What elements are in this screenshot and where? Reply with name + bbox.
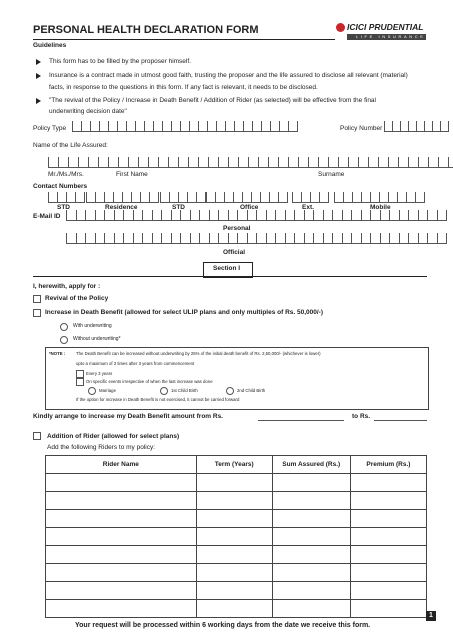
std-office-field[interactable] — [160, 192, 206, 203]
term-cell[interactable] — [196, 492, 272, 510]
guideline-3-cont: underwriting decision date" — [49, 108, 127, 115]
life-assured-label: Name of the Life Assured: — [33, 142, 108, 149]
add-following-label: Add the following Riders to my policy: — [47, 444, 156, 451]
email-official-field[interactable] — [66, 233, 447, 244]
mobile-field[interactable] — [334, 192, 425, 203]
second-child-radio[interactable] — [226, 387, 234, 395]
footer-text: Your request will be processed within 6 working days from the date we receive this form. — [75, 622, 371, 629]
logo-text: ICICI PRUDENTIAL — [347, 22, 424, 32]
first-name-label: First Name — [116, 171, 148, 178]
logo-tagline: LIFE INSURANCE — [356, 34, 426, 39]
premium-header: Premium (Rs.) — [350, 456, 426, 474]
rider-name-header: Rider Name — [46, 456, 197, 474]
sum-assured-cell[interactable] — [272, 600, 350, 618]
sum-assured-cell[interactable] — [272, 528, 350, 546]
rider-name-cell[interactable] — [46, 528, 197, 546]
company-logo — [336, 20, 426, 42]
rider-table-row — [46, 600, 427, 618]
bullet-icon — [36, 59, 41, 65]
premium-cell[interactable] — [350, 528, 426, 546]
rider-table-row — [46, 528, 427, 546]
rider-name-cell[interactable] — [46, 492, 197, 510]
term-cell[interactable] — [196, 564, 272, 582]
logo-mark-icon — [336, 23, 345, 32]
term-cell[interactable] — [196, 582, 272, 600]
sum-assured-cell[interactable] — [272, 582, 350, 600]
ext-field[interactable] — [292, 192, 329, 203]
policy-number-field[interactable] — [384, 121, 449, 132]
sum-assured-cell[interactable] — [272, 510, 350, 528]
bullet-icon — [36, 98, 41, 104]
term-cell[interactable] — [196, 600, 272, 618]
office-label: Office — [240, 204, 259, 211]
rider-table-row — [46, 564, 427, 582]
rider-table-header — [46, 456, 427, 474]
life-assured-name-field[interactable] — [48, 157, 453, 168]
surname-label: Surname — [318, 171, 345, 178]
term-header: Term (Years) — [196, 456, 272, 474]
addition-rider-checkbox[interactable] — [33, 432, 41, 440]
note-label: *NOTE : — [49, 351, 66, 356]
policy-number-label: Policy Number — [340, 125, 383, 132]
residence-field[interactable] — [86, 192, 159, 203]
premium-cell[interactable] — [350, 492, 426, 510]
std-label-2: STD — [172, 204, 185, 211]
official-label: Official — [223, 249, 246, 256]
section-1-rule — [33, 276, 427, 277]
mobile-label: Mobile — [370, 204, 391, 211]
without-underwriting-label: Without underwriting* — [73, 336, 121, 342]
section-1-label: Section I — [213, 265, 241, 272]
to-amount-field[interactable] — [374, 420, 427, 421]
sum-assured-cell[interactable] — [272, 564, 350, 582]
guideline-2: Insurance is a contract made in utmost good faith, trusting the proposer and the life assured to disclose all relevant (material) — [49, 72, 408, 79]
second-child-label: 2nd Child Birth — [237, 388, 266, 393]
policy-type-field[interactable] — [72, 121, 298, 132]
every-3-years-label: Every 3 years — [86, 371, 113, 376]
first-child-radio[interactable] — [160, 387, 168, 395]
policy-type-label: Policy Type — [33, 125, 67, 132]
header-rule — [33, 39, 335, 40]
without-underwriting-radio[interactable] — [60, 336, 68, 344]
guideline-1: This form has to be filled by the proposer himself. — [49, 58, 191, 65]
guidelines-heading: Guidelines — [33, 42, 67, 49]
premium-cell[interactable] — [350, 564, 426, 582]
rider-table-row — [46, 582, 427, 600]
residence-label: Residence — [105, 204, 138, 211]
term-cell[interactable] — [196, 474, 272, 492]
title-label: Mr./Ms./Mrs. — [48, 171, 84, 178]
premium-cell[interactable] — [350, 600, 426, 618]
rider-table-row — [46, 546, 427, 564]
sum-assured-cell[interactable] — [272, 546, 350, 564]
personal-label: Personal — [223, 225, 251, 232]
rider-table — [45, 455, 427, 618]
term-cell[interactable] — [196, 546, 272, 564]
marriage-radio[interactable] — [88, 387, 96, 395]
guideline-3: "The revival of the Policy / Increase in Death Benefit / Addition of Rider (as selected) will be effective from the final — [49, 97, 376, 104]
ext-label: Ext. — [302, 204, 314, 211]
rider-name-cell[interactable] — [46, 564, 197, 582]
premium-cell[interactable] — [350, 546, 426, 564]
std-label-1: STD — [57, 204, 70, 211]
email-label: E-Mail ID — [33, 213, 61, 220]
sum-assured-cell[interactable] — [272, 474, 350, 492]
with-underwriting-label: With underwriting — [73, 323, 112, 329]
rider-name-cell[interactable] — [46, 474, 197, 492]
rider-name-cell[interactable] — [46, 546, 197, 564]
note-line-1: The Death Benefit can be increased without underwriting by 25% of the initial death benefit of Rs. 2,50,000/- (whichever is lower) — [76, 351, 321, 356]
rider-table-row — [46, 510, 427, 528]
premium-cell[interactable] — [350, 510, 426, 528]
revival-label: Revival of the Policy — [45, 295, 109, 302]
every-3-years-checkbox[interactable] — [76, 370, 84, 378]
from-amount-field[interactable] — [258, 420, 344, 421]
rider-table-row — [46, 492, 427, 510]
first-child-label: 1st Child Birth — [171, 388, 198, 393]
premium-cell[interactable] — [350, 474, 426, 492]
std-residence-field[interactable] — [48, 192, 85, 203]
form-title: PERSONAL HEALTH DECLARATION FORM — [33, 24, 259, 36]
rider-name-cell[interactable] — [46, 510, 197, 528]
office-field[interactable] — [206, 192, 288, 203]
contact-numbers-label: Contact Numbers — [33, 183, 88, 190]
page-number: 1 — [429, 612, 433, 619]
bullet-icon — [36, 73, 41, 79]
note-footer: If the option for increase in Death Benefit is not exercised, it cannot be carried forward — [76, 397, 240, 402]
term-cell[interactable] — [196, 510, 272, 528]
term-cell[interactable] — [196, 528, 272, 546]
page-number-badge — [426, 611, 436, 621]
email-personal-field[interactable] — [66, 210, 447, 221]
apply-for-label: I, herewith, apply for : — [33, 283, 101, 290]
note-line-2: upto a maximum of 3 times after 3 years from commencement — [76, 361, 195, 366]
kindly-arrange-label: Kindly arrange to increase my Death Benefit amount from Rs. — [33, 413, 223, 420]
premium-cell[interactable] — [350, 582, 426, 600]
rider-table-row — [46, 474, 427, 492]
guideline-2-cont: facts, in response to the questions in this form. If any fact is relevant, it needs to be disclosed. — [49, 84, 318, 91]
increase-checkbox[interactable] — [33, 309, 41, 317]
specific-events-checkbox[interactable] — [76, 378, 84, 386]
sum-assured-header: Sum Assured (Rs.) — [272, 456, 350, 474]
to-rs-label: to Rs. — [352, 413, 371, 420]
addition-rider-label: Addition of Rider (allowed for select plans) — [47, 433, 180, 440]
rider-name-cell[interactable] — [46, 582, 197, 600]
with-underwriting-radio[interactable] — [60, 323, 68, 331]
increase-label: Increase in Death Benefit (allowed for select ULIP plans and only multiples of Rs. 50,000/-) — [45, 309, 324, 316]
sum-assured-cell[interactable] — [272, 492, 350, 510]
revival-checkbox[interactable] — [33, 295, 41, 303]
rider-name-cell[interactable] — [46, 600, 197, 618]
marriage-label: Marriage — [99, 388, 116, 393]
specific-events-label: On specific events irrespective of when the last increase was done — [86, 379, 213, 384]
